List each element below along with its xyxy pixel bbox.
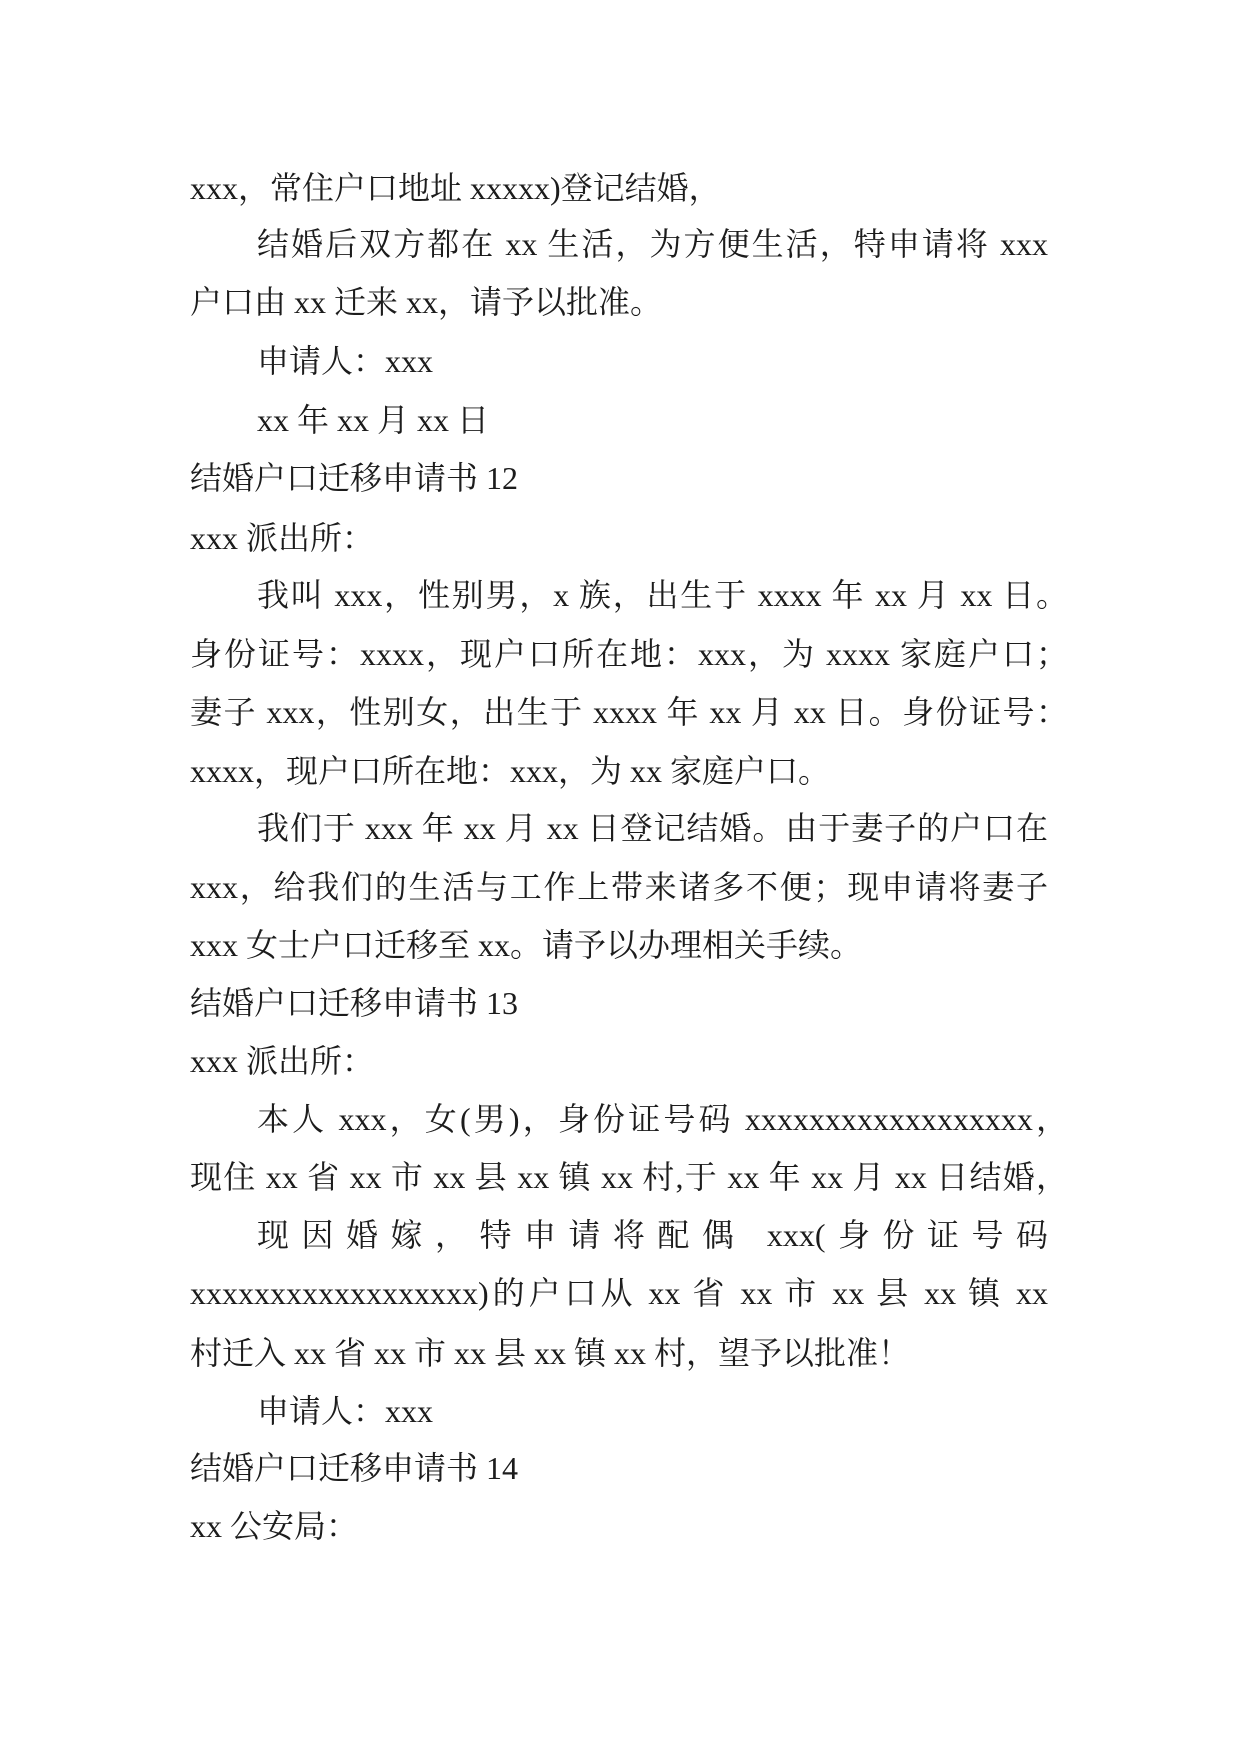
body-text-line: 现因婚嫁，特申请将配偶 xxx(身份证号码 (257, 1217, 1048, 1253)
body-text-line: 本人 xxx，女(男)，身份证号码 xxxxxxxxxxxxxxxxxx， (257, 1101, 1068, 1137)
applicant-line: 申请人：xxx (257, 343, 434, 379)
body-text-line: xxxx，现户口所在地：xxx，为 xx 家庭户口。 (190, 753, 831, 789)
body-text-line: 我们于 xxx 年 xx 月 xx 日登记结婚。由于妻子的户口在 (257, 810, 1048, 846)
body-text-line: 我叫 xxx，性别男，x 族，出生于 xxxx 年 xx 月 xx 日。 (257, 577, 1068, 613)
recipient-line: xx 公安局： (190, 1508, 359, 1544)
body-text-line: xxxxxxxxxxxxxxxxxx)的户口从 xx 省 xx 市 xx 县 xx 镇 xx (190, 1275, 1048, 1311)
section-heading: 结婚户口迁移申请书 12 (190, 460, 519, 496)
section-heading: 结婚户口迁移申请书 14 (190, 1450, 519, 1486)
body-text-line: 妻子 xxx，性别女，出生于 xxxx 年 xx 月 xx 日。身份证号： (190, 694, 1068, 730)
body-text-line: 村迁入 xx 省 xx 市 xx 县 xx 镇 xx 村，望予以批准！ (190, 1335, 911, 1371)
date-line: xx 年 xx 月 xx 日 (257, 402, 490, 438)
body-text-line: xxx，给我们的生活与工作上带来诸多不便；现申请将妻子 (190, 869, 1048, 905)
body-text-line: 身份证号：xxxx，现户口所在地：xxx，为 xxxx 家庭户口； (190, 636, 1068, 672)
body-text-line: xxx 女士户口迁移至 xx。请予以办理相关手续。 (190, 927, 863, 963)
recipient-line: xxx 派出所： (190, 520, 375, 556)
body-text-line: 结婚后双方都在 xx 生活，为方便生活，特申请将 xxx (257, 226, 1048, 262)
body-text-line: xxx，常住户口地址 xxxxx)登记结婚， (190, 170, 721, 206)
body-text-line: 户口由 xx 迁来 xx，请予以批准。 (190, 284, 663, 320)
applicant-line: 申请人：xxx (257, 1393, 434, 1429)
section-heading: 结婚户口迁移申请书 13 (190, 985, 519, 1021)
body-text-line: 现住 xx 省 xx 市 xx 县 xx 镇 xx 村,于 xx 年 xx 月 xx 日结婚， (190, 1159, 1068, 1195)
recipient-line: xxx 派出所： (190, 1043, 375, 1079)
